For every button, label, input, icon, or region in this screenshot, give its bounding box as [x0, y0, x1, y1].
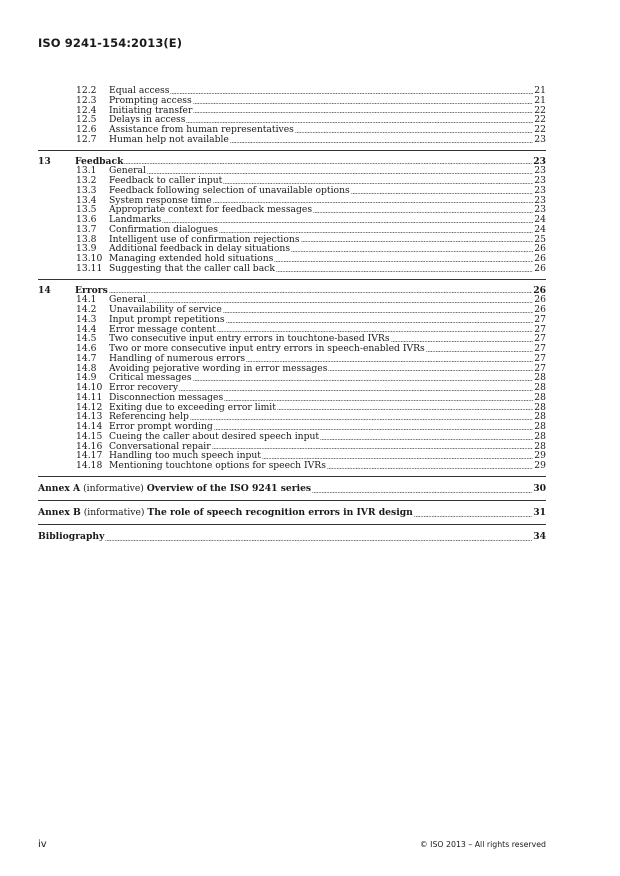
toc-entry-number: 14.17 — [76, 450, 103, 462]
toc-entry-page: 27 — [534, 313, 546, 325]
toc-entry-page: 27 — [534, 352, 546, 364]
dot-leader — [277, 409, 533, 410]
toc-entry-title: Landmarks — [109, 214, 162, 225]
toc-entry-page: 26 — [534, 262, 546, 274]
toc-entry[interactable] — [38, 264, 546, 274]
toc-chapter-number: 14 — [38, 284, 51, 296]
toc-entry-number: 14.8 — [76, 362, 97, 374]
toc-entry-number: 13.11 — [76, 262, 103, 274]
toc-entry-number: 12.2 — [76, 85, 97, 96]
dot-leader — [327, 468, 533, 469]
toc-entry-page: 21 — [534, 85, 546, 96]
toc-entry-title: Avoiding pejorative wording in error messages — [109, 362, 328, 374]
toc-entry-page: 28 — [534, 430, 546, 442]
toc-entry-title: Error recovery — [109, 382, 179, 393]
toc-entry[interactable] — [38, 135, 546, 145]
toc-entry-title: General — [109, 165, 146, 177]
toc-entry-page: 23 — [534, 204, 546, 216]
bibliography-page: 34 — [533, 530, 546, 542]
table-of-contents — [38, 86, 546, 543]
dot-leader — [213, 202, 534, 203]
toc-entry-number: 14.11 — [76, 391, 103, 403]
toc-entry-title: Assistance from human representatives — [109, 124, 294, 135]
toc-entry-number: 14.3 — [76, 313, 97, 325]
annex-title: The role of speech recognition errors in IVR design — [147, 506, 413, 518]
section-divider — [38, 150, 546, 151]
toc-entry-title: System response time — [109, 194, 212, 206]
toc-entry-number: 12.4 — [76, 104, 97, 116]
toc-entry-title: Appropriate context for feedback messages — [109, 204, 313, 216]
dot-leader — [170, 93, 533, 94]
annex-note: (informative) — [83, 506, 145, 518]
page-number: iv — [38, 839, 47, 850]
dot-leader — [320, 439, 533, 440]
dot-leader — [214, 429, 534, 430]
dot-leader — [426, 351, 534, 352]
toc-entry-page: 28 — [534, 382, 546, 393]
dot-leader — [414, 516, 532, 517]
toc-annex-b[interactable] — [38, 507, 546, 519]
dot-leader — [162, 222, 533, 223]
toc-entry-title: Referencing help — [109, 411, 189, 423]
dot-leader — [193, 103, 534, 104]
annex-page: 30 — [533, 482, 546, 494]
toc-entry-title: Feedback following selection of unavailable options — [109, 184, 350, 196]
toc-entry-number: 13.10 — [76, 253, 103, 264]
section-divider — [38, 524, 546, 525]
toc-entry-title: Initiating transfer — [109, 104, 193, 116]
toc-entry-page: 26 — [534, 294, 546, 306]
document-header: ISO 9241-154:2013(E) — [38, 36, 183, 50]
toc-entry-page: 29 — [534, 450, 546, 462]
toc-section-12-items — [38, 86, 546, 145]
toc-entry-number: 14.2 — [76, 304, 97, 315]
toc-entry-page: 24 — [534, 223, 546, 235]
toc-entry-number: 13.7 — [76, 223, 97, 235]
toc-entry-title: Error prompt wording — [109, 421, 213, 432]
toc-section-14-items — [38, 295, 546, 471]
toc-entry-title: Cueing the caller about desired speech input — [109, 430, 320, 442]
toc-entry-page: 28 — [534, 391, 546, 403]
dot-leader — [219, 232, 533, 233]
dot-leader — [291, 251, 533, 252]
toc-entry-number: 12.6 — [76, 124, 97, 135]
toc-entry-number: 14.18 — [76, 460, 103, 471]
toc-entry-title: Handling of numerous errors — [109, 352, 246, 364]
toc-entry-title: Conversational repair — [109, 440, 211, 452]
toc-annex-a[interactable] — [38, 483, 546, 495]
toc-entry-page: 21 — [534, 94, 546, 106]
toc-entry-page: 28 — [534, 411, 546, 423]
toc-entry-number: 12.5 — [76, 114, 97, 126]
toc-entry-number: 14.7 — [76, 352, 97, 364]
toc-entry-title: Suggesting that the caller call back — [109, 262, 275, 274]
dot-leader — [217, 331, 533, 332]
toc-chapter-title: Errors — [75, 284, 108, 296]
toc-entry-number: 13.2 — [76, 175, 97, 186]
toc-entry-number: 12.3 — [76, 94, 97, 106]
toc-chapter-title: Feedback — [75, 155, 124, 167]
dot-leader — [262, 458, 533, 459]
dot-leader — [186, 122, 533, 123]
toc-entry-page: 27 — [534, 343, 546, 354]
annex-label: Annex A — [38, 482, 81, 494]
annex-page: 31 — [533, 506, 546, 518]
toc-entry-number: 13.8 — [76, 233, 97, 245]
toc-entry-number: 13.3 — [76, 184, 97, 196]
bibliography-title: Bibliography — [38, 530, 105, 542]
dot-leader — [190, 419, 533, 420]
toc-entry-title: Intelligent use of confirmation rejections — [109, 233, 300, 245]
toc-entry-page: 29 — [534, 460, 546, 471]
dot-leader — [328, 370, 533, 371]
toc-section-13-items — [38, 166, 546, 273]
toc-entry-title: Two consecutive input entry errors in touchtone-based IVRs — [109, 333, 390, 345]
toc-entry-page: 28 — [534, 421, 546, 432]
toc-entry-title: Input prompt repetitions — [109, 313, 225, 325]
dot-leader — [147, 173, 533, 174]
dot-leader — [193, 112, 533, 113]
dot-leader — [179, 390, 533, 391]
dot-leader — [124, 163, 532, 164]
toc-entry-page: 22 — [534, 104, 546, 116]
dot-leader — [223, 312, 534, 313]
dot-leader — [223, 183, 533, 184]
toc-entry-page: 24 — [534, 214, 546, 225]
toc-entry-page: 23 — [534, 165, 546, 177]
toc-entry-page: 27 — [534, 362, 546, 374]
toc-entry-title: General — [109, 294, 146, 306]
toc-entry[interactable] — [38, 461, 546, 471]
dot-leader — [274, 261, 533, 262]
copyright-notice: © ISO 2013 – All rights reserved — [419, 840, 546, 849]
toc-entry-title: Handling too much speech input — [109, 450, 261, 462]
toc-entry-page: 26 — [534, 243, 546, 255]
dot-leader — [295, 132, 533, 133]
toc-entry-number: 14.9 — [76, 372, 97, 384]
dot-leader — [276, 271, 533, 272]
toc-entry-number: 14.5 — [76, 333, 97, 345]
section-divider — [38, 279, 546, 280]
dot-leader — [301, 241, 534, 242]
toc-entry-number: 14.4 — [76, 323, 97, 335]
toc-entry-number: 14.14 — [76, 421, 103, 432]
toc-entry-number: 14.13 — [76, 411, 103, 423]
toc-entry-title: Human help not available — [109, 133, 229, 145]
toc-chapter-page: 26 — [533, 284, 546, 296]
toc-entry-title: Additional feedback in delay situations — [109, 243, 291, 255]
dot-leader — [224, 400, 533, 401]
toc-chapter-number: 13 — [38, 155, 51, 167]
section-divider — [38, 476, 546, 477]
toc-entry-page: 22 — [534, 114, 546, 126]
toc-entry-page: 27 — [534, 333, 546, 345]
toc-entry-title: Error message content — [109, 323, 216, 335]
toc-entry-number: 13.1 — [76, 165, 97, 177]
dot-leader — [226, 322, 534, 323]
dot-leader — [312, 492, 532, 493]
dot-leader — [193, 380, 534, 381]
toc-chapter-page: 23 — [533, 155, 546, 167]
toc-entry-number: 14.1 — [76, 294, 97, 306]
dot-leader — [109, 292, 532, 293]
toc-entry-number: 14.10 — [76, 382, 103, 393]
toc-entry-title: Mentioning touchtone options for speech IVRs — [109, 460, 326, 471]
dot-leader — [246, 361, 533, 362]
toc-entry-number: 14.6 — [76, 343, 97, 354]
toc-entry-number: 14.15 — [76, 430, 103, 442]
toc-entry-number: 13.5 — [76, 204, 97, 216]
toc-entry-title: Exiting due to exceeding error limit — [109, 401, 276, 413]
toc-entry-number: 14.16 — [76, 440, 103, 452]
dot-leader — [147, 302, 533, 303]
toc-entry-number: 12.7 — [76, 133, 97, 145]
toc-entry-page: 27 — [534, 323, 546, 335]
toc-entry-page: 23 — [534, 184, 546, 196]
toc-bibliography[interactable] — [38, 531, 546, 543]
toc-entry-page: 25 — [534, 233, 546, 245]
toc-entry-page: 28 — [534, 401, 546, 413]
dot-leader — [391, 341, 534, 342]
toc-entry-page: 26 — [534, 253, 546, 264]
dot-leader — [230, 142, 533, 143]
toc-entry-page: 28 — [534, 440, 546, 452]
toc-entry-number: 13.9 — [76, 243, 97, 255]
toc-entry-title: Disconnection messages — [109, 391, 224, 403]
toc-entry-page: 26 — [534, 304, 546, 315]
toc-entry-title: Critical messages — [109, 372, 192, 384]
toc-entry-title: Unavailability of service — [109, 304, 222, 315]
dot-leader — [105, 540, 532, 541]
section-divider — [38, 500, 546, 501]
dot-leader — [313, 212, 533, 213]
toc-entry-title: Prompting access — [109, 94, 192, 106]
annex-title: Overview of the ISO 9241 series — [146, 482, 312, 494]
toc-entry-title: Feedback to caller input — [109, 175, 223, 186]
toc-entry-title: Two or more consecutive input entry errors in speech-enabled IVRs — [109, 343, 425, 354]
toc-entry-number: 13.6 — [76, 214, 97, 225]
toc-entry-page: 23 — [534, 133, 546, 145]
toc-entry-title: Delays in access — [109, 114, 186, 126]
toc-entry-page: 23 — [534, 194, 546, 206]
toc-entry-page: 22 — [534, 124, 546, 135]
dot-leader — [351, 193, 534, 194]
annex-note: (informative) — [83, 482, 144, 494]
toc-entry-page: 23 — [534, 175, 546, 186]
toc-entry-page: 28 — [534, 372, 546, 384]
toc-entry-title: Managing extended hold situations — [109, 253, 274, 264]
dot-leader — [212, 448, 534, 449]
toc-entry-number: 13.4 — [76, 194, 97, 206]
toc-entry-number: 14.12 — [76, 401, 103, 413]
toc-entry-title: Confirmation dialogues — [109, 223, 218, 235]
annex-label: Annex B — [38, 506, 81, 518]
toc-entry-title: Equal access — [109, 85, 170, 96]
